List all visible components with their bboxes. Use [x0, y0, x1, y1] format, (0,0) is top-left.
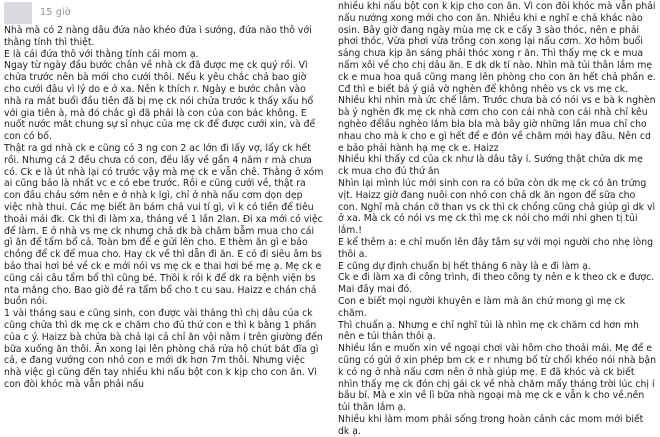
post-column-right — [332, 0, 660, 437]
post-paragraph: Con e biết mọi người khuyên e làm mà ăn chứ mong gì mẹ ck chăm. — [338, 295, 626, 319]
post-paragraph: Nhiều lần e muốn xin về ngoại chơi vài hôm cho thoải mái. Mẹ để e cũng có gửi ở xin phép bm ck e r nhưng bố từ chối khéo nói nhà bận k có ng ở nhà nấu cơm nên ở nhà giúp mẹ. E đã khóc và ck biết nhìn thấy mẹ ck đón chị gái ck về nhà chăm mấy tháng trời lúc chị í bầu bí. Mà e xin về lì bữa nhà ngoại mà mẹ ck e vẫn k cho về.nên tủi thân lắm ạ. — [338, 343, 656, 414]
post-paragraph: Ck e đi làm xa đi công trình, đi theo công ty nên e k theo ck e được. Mai đây mai đó. — [338, 272, 655, 296]
post-paragraph: 1 vài tháng sau e cũng sinh, con được vài tháng thì chị dâu của ck cũng chửa thì dk mẹ ck e chăm cho đủ thứ con e thì k bằng 1 phần của c ý. Haizz bà chửa bà chả lại cả chỉ ăn vội nằm í trên giường đến bữa xuống ăn thôi. Ăn xong lại lên phòng chả rửa hộ chút bát đĩa gì cả, e đang vướng con nhỏ con e mới dk hơn 7m thôi. Nhưng việc nhà việc gì cũng đến tay nhiều khi nấu bột con k kịp cho con ăn. Vì con đòi khóc mà vẫn phải nấu — [4, 308, 323, 390]
post-paragraph: Thật ra gd nhà ck e cũng có 3 ng con 2 ac lớn đi lấy vợ, lấy ck hết rồi. Nhưng cả 2 đều chưa có con, đều lấy về gần 4 năm r mà chưa có. Ck e là út nhà lại có trước vậy mà mẹ ck e vẫn chê. Thằng ở xóm ai cũng bảo là nhất vc e có ebe trước. Rồi e cũng cưới về, thật ra con đầu cháu sớm nên e ở nhà k lgì, chỉ ở nhà nấu cơm dọn dẹp việc nhà thui. Các mẹ biết ăn bám chả vui tí gì, vì k có tiền để tiêu thoải mái đk. Ck thì đi làm xa, tháng về 1 lần 2lan. Đi xa mới có việc để làm. E ở nhà vs mẹ ck nhưng chả dk bà chăm bẫm mua cho cái gì ăn để tẩm bổ cả. Toàn bm để e gửi lên cho. E thèm ăn gì e bảo chồng để ck để mua cho. Hay ck về thì dẫn đi ăn. E có đi siêu âm bs bảo thai hơi bé về ck e mới nói vs mẹ ck e thai hơi bé mẹ ạ. Mẹ ck e cũng cái câu tẩm bổ thì cũng bé. Thôi k rồi k để dk ra bệnh viện bs nta mắng cho. Bao giờ đẻ ra tẩm bổ cho t cu sau. Haizz e chán chả buồn nói. — [4, 142, 324, 308]
post-paragraph: nhiều khi nấu bột con k kịp cho con ăn. Vì con đòi khóc mà vẫn phải nấu nướng xong mới cho con ăn. Nhiều khi e nghĩ e chả khác nào osin. Bây giờ đang ngày mùa mẹ ck e cấy 3 sào thóc, nên e phải phơi thóc. Vừa phơi vừa trông con xong lại nấu cơm. Xơ hôm buổi sáng chưa kịp ăn sáng phải thóc xong r ăn. Thì thấy mẹ ck e mua nấm xôi về cho chị dâu ăn. E dk dk tí nào. Nhìn mà tủi thân lắm mẹ ck e mua hoa quả cũng mang lên phòng cho con ăn hết chả phần e. Cđ thì e biết bả ý giả vờ nghèn để không nhêo vs ck vs mẹ ck. Nhiều khi nhìn mà ức chế lắm. Trước chưa bà có nói vs e bà k nghèn bà ý nghèn đk mẹ ck nhà cơm cho con cái nhà con cái nhà chỉ kêu nghèo đểlầu nghèo lắm bla bla mà bây giờ những lần mua chỉ cho nhau cho mà k cho e gì hết để e đón về chăm mới hay đâu. Nên cd e bảo phải hành hạ mẹ ck e. Haizz — [338, 1, 656, 154]
avatar[interactable] — [4, 2, 32, 24]
post-body-left — [0, 24, 328, 391]
post-paragraph: Nhìn lại mình lúc mới sinh con ra có bữa còn dk mẹ ck có ăn trứng vịt. Haizz giờ đang nuôi con nhỏ con chả dk ăn ngon để sữa cho con. Nghĩ mà chán cỡ than vs ck thì ck chồng cũng chả giúp gì dk vì ở xa. Mà ck có nói vs mẹ ck thì mẹ ck nói cho mới nhi ghen tị tủi lắm.! — [338, 177, 656, 237]
post-paragraph: Thì chuẩn ạ. Nhưng e chỉ nghĩ tủi là nhìn mẹ ck chăm cd hơn mh nên e tủi thân thôi ạ. — [338, 319, 639, 343]
post-paragraph: Nhiều khi làm mom phải sống trong hoàn cảnh các mom mới biết dk ạ. — [338, 413, 644, 437]
post-paragraph: E kể thêm a: e chỉ muốn lên đây tâm sự với mọi người cho nhẹ lòng thôi a. — [338, 236, 653, 260]
post-header — [0, 0, 328, 24]
post-paragraph: Ngay từ ngày đầu bước chân về nhà ck đã được mẹ ck quý rồi. Vì chửa trước nên bà mới cho cưới thôi. Nếu k yêu chắc chả bao giờ cho cưới đâu vì lý do e ở xa. Nên k thích r. Ngày e bước chân vào nhà ra mắt buổi đầu tiên đã bị mẹ ck nói chửa trước k thấy xấu hổ với gia tiên à, mà đó chắc gì đã phải là con của con bác không. E nuốt nước mắt chung sự sỉ nhục của mẹ ck để được cưới xin, và để con có bố. — [4, 60, 316, 143]
post-paragraph: Nhiều khi thấy cd của ck như là dâu tây í. Sướng thật chửa dk mẹ ck mua cho đủ thứ ăn — [338, 154, 643, 178]
post-column-left — [0, 0, 328, 391]
post-paragraph: E cũng dự định chuẩn bị hết tháng 6 này là e đi làm ạ. — [338, 260, 591, 272]
post-paragraph: E là cái đứa thô với thằng tính cái mom ạ. — [4, 48, 199, 60]
post-timestamp[interactable]: 15 giờ — [40, 7, 71, 18]
post-paragraph: Nhà mà có 2 nàng dâu đứa nào khéo đứa ì sướng, đứa nào thô với thằng tính thì thiệt. — [4, 25, 312, 48]
post-body-right — [332, 0, 660, 437]
